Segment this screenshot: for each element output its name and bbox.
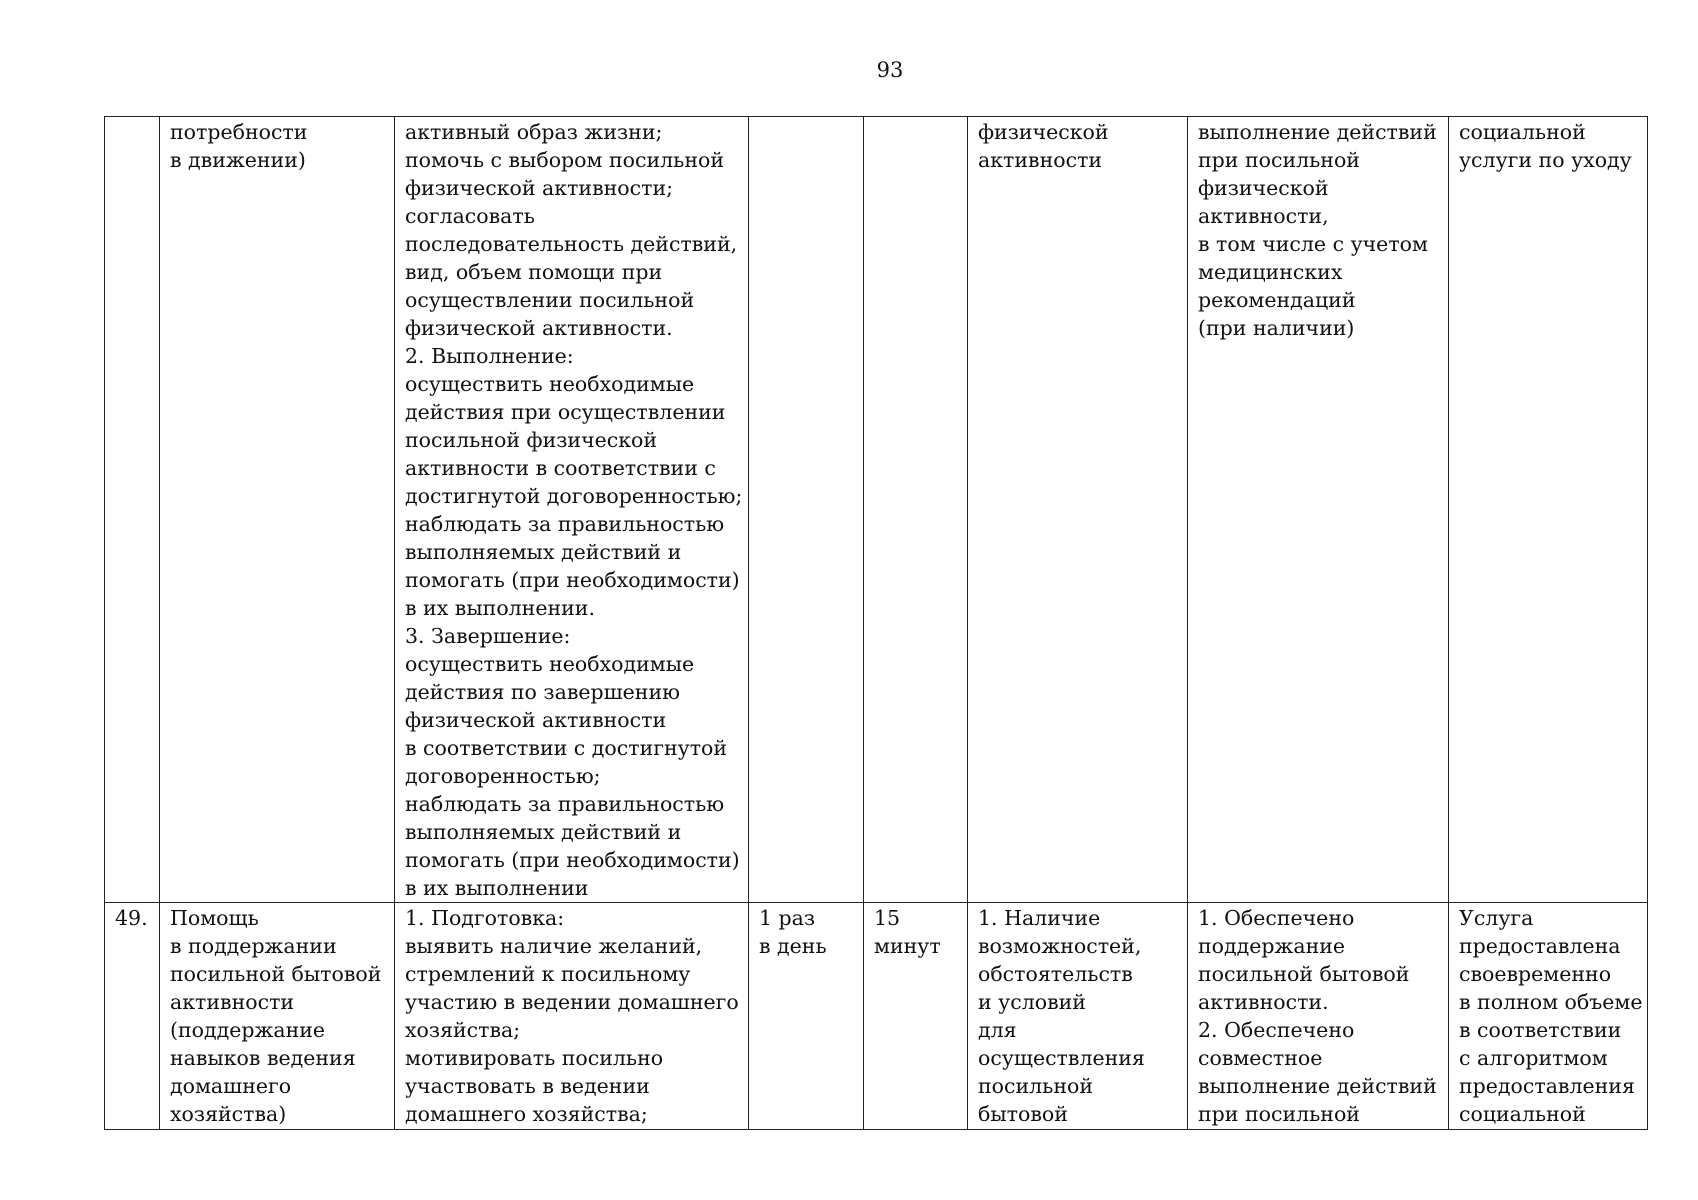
- cell-text-line: осуществить необходимые: [405, 652, 695, 676]
- cell-text-line: выявить наличие желаний,: [405, 934, 703, 958]
- cell-text-line: физической: [978, 120, 1109, 144]
- cell-text-line: активности: [978, 148, 1103, 172]
- frequency-cell: [749, 903, 864, 1130]
- row-number-cell: 49.: [105, 903, 160, 1130]
- cell-text-line: посильной: [978, 1074, 1094, 1098]
- cell-text-line: бытовой: [978, 1102, 1068, 1126]
- cell-text-line: осуществления: [978, 1046, 1145, 1070]
- quality-cell: [1449, 117, 1648, 903]
- cell-text-line: потребности: [170, 120, 308, 144]
- cell-text-line: (поддержание: [170, 1018, 326, 1042]
- service-name-cell: [160, 117, 395, 903]
- cell-text-line: физической активности;: [405, 176, 674, 200]
- cell-text-line: услуги по уходу: [1459, 148, 1632, 172]
- cell-text-line: обстоятельств: [978, 962, 1133, 986]
- cell-text-line: 3. Завершение:: [405, 624, 571, 648]
- cell-text-line: активности в соответствии с: [405, 456, 716, 480]
- cell-text-line: минут: [874, 934, 941, 958]
- cell-text-line: стремлений к посильному: [405, 962, 691, 986]
- cell-text-line: активный образ жизни;: [405, 120, 663, 144]
- row-number-cell: [105, 117, 160, 903]
- cell-text-line: домашнего хозяйства;: [405, 1102, 648, 1126]
- cell-text-line: 1. Подготовка:: [405, 906, 565, 930]
- cell-text-line: Помощь: [170, 906, 259, 930]
- cell-text-line: действия при осуществлении: [405, 400, 726, 424]
- cell-text-line: 1. Обеспечено: [1198, 906, 1355, 930]
- cell-text-line: хозяйства;: [405, 1018, 521, 1042]
- cell-text-line: действия по завершению: [405, 680, 680, 704]
- page-number: 93: [876, 58, 904, 82]
- cell-text-line: домашнего: [170, 1074, 292, 1098]
- cell-text-line: 2. Обеспечено: [1198, 1018, 1355, 1042]
- cell-text-line: 1 раз: [759, 906, 816, 930]
- cell-text-line: посильной бытовой: [170, 962, 382, 986]
- conditions-cell: [968, 117, 1188, 903]
- cell-text-line: активности,: [1198, 204, 1329, 228]
- cell-text-line: наблюдать за правильностью: [405, 512, 725, 536]
- cell-text-line: в их выполнении.: [405, 596, 595, 620]
- cell-text-line: осуществить необходимые: [405, 372, 695, 396]
- cell-text-line: 2. Выполнение:: [405, 344, 574, 368]
- cell-text-line: посильной физической: [405, 428, 658, 452]
- cell-text-line: достигнутой договоренностью;: [405, 484, 743, 508]
- cell-text-line: договоренностью;: [405, 764, 601, 788]
- cell-text-line: социальной: [1459, 1102, 1586, 1126]
- table-row: [105, 117, 1648, 903]
- cell-text-line: наблюдать за правильностью: [405, 792, 725, 816]
- cell-text-line: выполнение действий: [1198, 1074, 1437, 1098]
- cell-text-line: совместное: [1198, 1046, 1323, 1070]
- cell-text-line: рекомендаций: [1198, 288, 1356, 312]
- cell-text-line: физической активности.: [405, 316, 673, 340]
- cell-text-line: своевременно: [1459, 962, 1612, 986]
- result-cell: [1188, 903, 1449, 1130]
- cell-text-line: выполняемых действий и: [405, 540, 682, 564]
- cell-text-line: при посильной: [1198, 148, 1360, 172]
- cell-text-line: помогать (при необходимости): [405, 848, 740, 872]
- cell-text-line: навыков ведения: [170, 1046, 356, 1070]
- cell-text-line: медицинских: [1198, 260, 1343, 284]
- cell-text-line: вид, объем помощи при: [405, 260, 663, 284]
- table-row: [105, 903, 1648, 1130]
- cell-text-line: 1. Наличие: [978, 906, 1101, 930]
- cell-text-line: в соответствии: [1459, 1018, 1622, 1042]
- cell-text-line: последовательность действий,: [405, 232, 738, 256]
- cell-text-line: выполнение действий: [1198, 120, 1437, 144]
- result-cell: [1188, 117, 1449, 903]
- cell-text-line: в день: [759, 934, 827, 958]
- services-table: [104, 116, 1648, 1130]
- cell-text-line: помогать (при необходимости): [405, 568, 740, 592]
- cell-text-line: активности: [170, 990, 295, 1014]
- cell-text-line: в движении): [170, 148, 306, 172]
- cell-text-line: в поддержании: [170, 934, 337, 958]
- cell-text-line: с алгоритмом: [1459, 1046, 1608, 1070]
- cell-text-line: в полном объеме: [1459, 990, 1643, 1014]
- frequency-cell: [749, 117, 864, 903]
- cell-text-line: согласовать: [405, 204, 535, 228]
- duration-cell: [864, 117, 968, 903]
- duration-cell: [864, 903, 968, 1130]
- cell-text-line: мотивировать посильно: [405, 1046, 664, 1070]
- service-content-cell: [395, 903, 749, 1130]
- cell-text-line: (при наличии): [1198, 316, 1355, 340]
- cell-text-line: и условий: [978, 990, 1086, 1014]
- cell-text-line: помочь с выбором посильной: [405, 148, 724, 172]
- service-content-cell: [395, 117, 749, 903]
- cell-text-line: выполняемых действий и: [405, 820, 682, 844]
- service-name-cell: [160, 903, 395, 1130]
- cell-text-line: участвовать в ведении: [405, 1074, 650, 1098]
- cell-text-line: Услуга: [1459, 906, 1534, 930]
- cell-text-line: физической активности: [405, 708, 667, 732]
- cell-text-line: для: [978, 1018, 1017, 1042]
- cell-text-line: в том числе с учетом: [1198, 232, 1428, 256]
- cell-text-line: участию в ведении домашнего: [405, 990, 739, 1014]
- conditions-cell: [968, 903, 1188, 1130]
- cell-text-line: поддержание: [1198, 934, 1346, 958]
- cell-text-line: возможностей,: [978, 934, 1142, 958]
- cell-text-line: активности.: [1198, 990, 1329, 1014]
- cell-text-line: предоставления: [1459, 1074, 1635, 1098]
- cell-text-line: в их выполнении: [405, 876, 589, 900]
- quality-cell: [1449, 903, 1648, 1130]
- cell-text-line: при посильной: [1198, 1102, 1360, 1126]
- cell-text-line: предоставлена: [1459, 934, 1621, 958]
- cell-text-line: осуществлении посильной: [405, 288, 695, 312]
- cell-text-line: посильной бытовой: [1198, 962, 1410, 986]
- cell-text-line: 15: [874, 906, 901, 930]
- cell-text-line: социальной: [1459, 120, 1586, 144]
- cell-text-line: в соответствии с достигнутой: [405, 736, 728, 760]
- cell-text-line: хозяйства): [170, 1102, 287, 1126]
- cell-text-line: физической: [1198, 176, 1329, 200]
